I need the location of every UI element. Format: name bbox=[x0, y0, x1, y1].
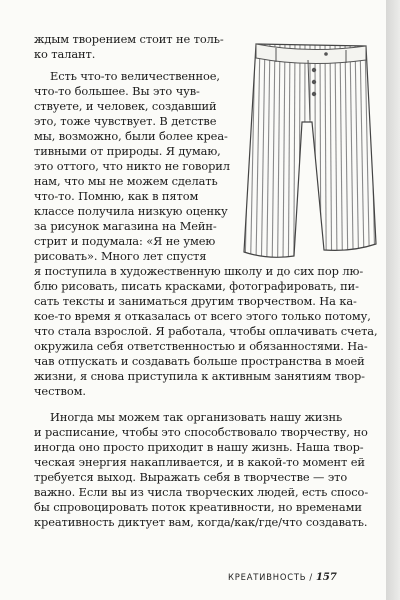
text-line: это оттого, что никто не говорил bbox=[34, 159, 230, 173]
text-line: ствуете, и человек, создавший bbox=[34, 99, 217, 113]
text-line: стрит и подумала: «Я не умею bbox=[34, 234, 216, 248]
text-line: креативность диктует вам, когда/как/где/что создавать. bbox=[34, 515, 368, 529]
text-line: важно. Если вы из числа творческих людей, есть спосо- bbox=[34, 485, 369, 499]
text-line: что стала взрослой. Я работала, чтобы оплачивать счета, bbox=[34, 324, 378, 338]
text-line: кое-то время я отказалась от всего этого только потому, bbox=[34, 309, 371, 323]
text-line: ждым творением стоит не толь- bbox=[34, 32, 224, 46]
text-line: ко талант. bbox=[34, 47, 96, 61]
text-line: чеством. bbox=[34, 384, 86, 398]
text-line: окружила себя ответственностью и обязанностями. На- bbox=[34, 339, 368, 353]
text-line: нам, что мы не можем сделать bbox=[34, 174, 218, 188]
trousers-illustration bbox=[238, 30, 382, 268]
text-line: ческая энергия накапливается, и в какой-то момент ей bbox=[34, 455, 365, 469]
text-line: блю рисовать, писать красками, фотографировать, пи- bbox=[34, 279, 359, 293]
text-line: мы, возможно, были более креа- bbox=[34, 129, 228, 143]
footer-separator: / bbox=[309, 572, 313, 582]
text-line: сать тексты и заниматься другим творчеством. На ка- bbox=[34, 294, 357, 308]
text-line: классе получила низкую оценку bbox=[34, 204, 228, 218]
text-line: требуется выход. Выражать себя в творчестве — это bbox=[34, 470, 348, 484]
text-line: что-то большее. Вы это чув- bbox=[34, 84, 200, 98]
text-line: иногда оно просто приходит в нашу жизнь. Наша твор- bbox=[34, 440, 364, 454]
running-section-title: КРЕАТИВНОСТЬ bbox=[228, 572, 307, 582]
page-edge-shadow bbox=[386, 0, 400, 600]
text-line: рисовать». Много лет спустя bbox=[34, 249, 207, 263]
text-line: жизни, я снова приступила к активным занятиям твор- bbox=[34, 369, 365, 383]
text-line: за рисунок магазина на Мейн- bbox=[34, 219, 217, 233]
text-line: чав отпускать и создавать больше пространства в моей bbox=[34, 354, 365, 368]
text-line: это, тоже чувствует. В детстве bbox=[34, 114, 217, 128]
text-line: что-то. Помню, как в пятом bbox=[34, 189, 199, 203]
text-line: Иногда мы можем так организовать нашу жизнь bbox=[50, 410, 343, 424]
text-line: я поступила в художественную школу и до сих пор лю- bbox=[34, 264, 364, 278]
text-line: Есть что-то величественное, bbox=[50, 69, 220, 83]
text-line: бы спровоцировать поток креативности, но временами bbox=[34, 500, 362, 514]
text-line: тивными от природы. Я думаю, bbox=[34, 144, 221, 158]
page-footer bbox=[228, 572, 337, 583]
text-line: и расписание, чтобы это способствовало творчеству, но bbox=[34, 425, 368, 439]
page-number: 157 bbox=[315, 572, 337, 583]
